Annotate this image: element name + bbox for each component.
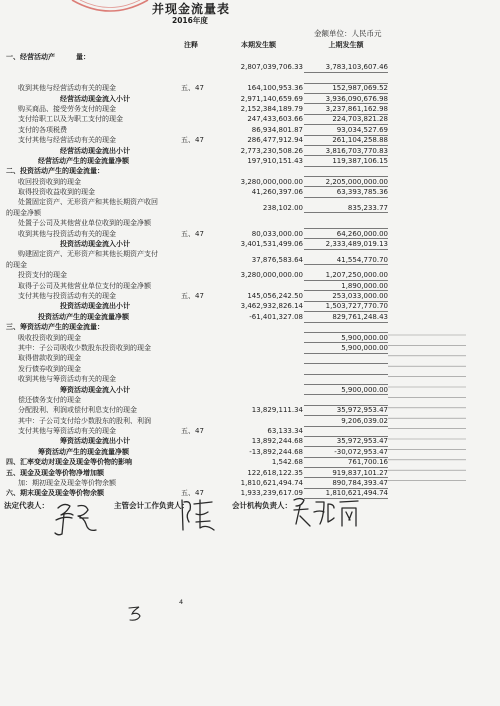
row-label: 吸收投资收到的现金 xyxy=(18,333,81,342)
row-prior-amount: 835,233.77 xyxy=(304,203,388,214)
row-label: 收回投资收到的现金 xyxy=(18,177,81,186)
row-label-continued: 的现金 xyxy=(6,260,27,269)
row-prior-amount: 5,900,000.00 xyxy=(304,343,388,354)
table-row xyxy=(0,52,470,62)
table-row xyxy=(0,114,470,124)
row-prior-amount xyxy=(304,426,388,437)
table-row xyxy=(0,301,470,311)
header-prior-period: 上期发生额 xyxy=(328,41,364,49)
row-label: 投资活动现金流出小计 xyxy=(60,302,130,311)
row-prior-amount xyxy=(304,322,388,333)
row-prior-amount xyxy=(304,364,388,375)
row-current-amount: 1,542.68 xyxy=(271,458,303,467)
row-current-amount: 1,933,239,617.09 xyxy=(240,489,303,498)
legal-representative-signature-icon xyxy=(50,496,100,540)
row-label-continued: 的现金净额 xyxy=(6,208,41,217)
table-row xyxy=(0,166,470,176)
row-label: 投资支付的现金 xyxy=(18,271,67,280)
row-current-amount: 286,477,912.94 xyxy=(247,136,303,145)
row-label: 筹资活动现金流入小计 xyxy=(60,385,130,394)
row-prior-amount: 1,207,250,000.00 xyxy=(304,270,388,281)
table-row xyxy=(0,187,470,197)
seal-stamp-icon xyxy=(70,0,150,16)
row-current-amount: 63,133.34 xyxy=(267,427,303,436)
table-row xyxy=(0,239,470,249)
row-current-amount: 3,462,932,826.14 xyxy=(240,302,303,311)
row-prior-amount: 63,393,785.36 xyxy=(304,187,388,198)
row-prior-amount: 3,936,090,676.98 xyxy=(304,94,388,105)
accounting-head-label: 会计机构负责人： xyxy=(232,501,292,510)
row-note: 五、47 xyxy=(181,229,204,238)
row-prior-amount: 35,972,953.47 xyxy=(304,405,388,416)
row-current-amount: 13,829,111.34 xyxy=(251,406,303,415)
row-prior-amount: 152,987,069.52 xyxy=(304,83,388,94)
row-current-amount: -13,892,244.68 xyxy=(249,447,303,456)
table-row xyxy=(0,270,470,280)
row-prior-amount: 3,237,861,162.98 xyxy=(304,104,388,115)
row-prior-amount: 119,387,106.15 xyxy=(304,156,388,167)
row-note: 五、47 xyxy=(181,136,204,145)
row-label: 其中：子公司支付给少数股东的股利、利润 xyxy=(18,416,151,425)
row-label: 处置子公司及其他营业单位收到的现金净额 xyxy=(18,219,151,228)
row-prior-amount: 224,703,821.28 xyxy=(304,114,388,125)
row-current-amount: 3,280,000,000.00 xyxy=(240,271,303,280)
row-prior-amount: 5,900,000.00 xyxy=(304,385,388,396)
row-note: 五、47 xyxy=(181,292,204,301)
table-row xyxy=(0,281,470,291)
row-label: 取得投资收益收到的现金 xyxy=(18,188,95,197)
row-label: 二、投资活动产生的现金流量： xyxy=(6,167,104,176)
currency-unit: 金额单位：人民币元 xyxy=(314,29,382,38)
row-prior-amount xyxy=(304,73,388,84)
row-prior-amount: 1,810,621,494.74 xyxy=(304,488,388,499)
table-row xyxy=(0,249,470,270)
row-current-amount: 13,892,244.68 xyxy=(251,437,303,446)
row-current-amount: 247,433,603.66 xyxy=(247,115,303,124)
row-prior-amount: -30,072,953.47 xyxy=(304,447,388,458)
row-label: 支付其他与投资活动有关的现金 xyxy=(18,292,116,301)
table-row xyxy=(0,135,470,145)
accounting-head-signature-icon xyxy=(290,494,362,534)
row-label: 六、期末现金及现金等价物余额 xyxy=(6,489,104,498)
table-row xyxy=(0,146,470,156)
table-row xyxy=(0,197,470,218)
row-current-amount: 41,260,397.06 xyxy=(251,188,303,197)
row-label: 发行债券收到的现金 xyxy=(18,364,81,373)
table-row xyxy=(0,62,470,72)
row-label: 收到其他与筹资活动有关的现金 xyxy=(18,375,116,384)
page-number: 4 xyxy=(179,598,184,606)
header-current-period: 本期发生额 xyxy=(241,41,276,49)
row-label: 经营活动现金流出小计 xyxy=(60,146,130,155)
row-label: 取得借款收到的现金 xyxy=(18,354,81,363)
row-label: 三、筹资活动产生的现金流量： xyxy=(6,323,104,332)
row-label: 支付其他与筹资活动有关的现金 xyxy=(18,427,116,436)
row-label: 支付给职工以及为职工支付的现金 xyxy=(18,115,123,124)
row-note: 五、47 xyxy=(181,427,204,436)
row-label: 收到其他与经营活动有关的现金 xyxy=(18,84,116,93)
row-current-amount: 80,033,000.00 xyxy=(251,229,303,238)
row-label: 支付的各项税费 xyxy=(18,125,67,134)
table-row xyxy=(0,177,470,187)
row-prior-amount: 35,972,953.47 xyxy=(304,436,388,447)
row-prior-amount: 41,554,770.70 xyxy=(304,255,388,266)
row-prior-amount: 2,333,489,019.13 xyxy=(304,239,388,250)
table-row xyxy=(0,73,470,83)
row-current-amount: 238,102.00 xyxy=(262,203,303,212)
row-prior-amount: 64,260,000.00 xyxy=(304,229,388,240)
chief-accountant-label: 主管会计工作负责人： xyxy=(114,501,189,510)
row-label: 投资活动产生的现金流量净额 xyxy=(38,312,129,321)
row-label: 五、现金及现金等价物净增加额 xyxy=(6,468,104,477)
table-row xyxy=(0,229,470,239)
row-current-amount: -61,401,327.08 xyxy=(249,312,303,321)
row-current-amount: 2,152,384,189.79 xyxy=(240,104,303,113)
row-label: 投资活动现金流入小计 xyxy=(60,240,130,249)
row-current-amount: 2,807,039,706.33 xyxy=(240,63,303,72)
table-row xyxy=(0,83,470,93)
row-current-amount: 197,910,151.43 xyxy=(247,156,303,165)
row-prior-amount: 253,033,000.00 xyxy=(304,291,388,302)
row-current-amount: 2,971,140,659.69 xyxy=(240,94,303,103)
row-label: 加：期初现金及现金等价物余额 xyxy=(18,479,116,488)
row-prior-amount: 1,890,000.00 xyxy=(304,281,388,292)
row-current-amount: 86,934,801.87 xyxy=(251,125,303,134)
row-prior-amount: 261,104,258.88 xyxy=(304,135,388,146)
row-label: 其中：子公司吸收少数股东投资收到的现金 xyxy=(18,343,151,352)
row-prior-amount: 761,700.16 xyxy=(304,457,388,468)
row-current-amount: 164,100,953.36 xyxy=(247,84,303,93)
row-current-amount: 2,773,230,508.26 xyxy=(240,146,303,155)
row-prior-amount: 3,783,103,607.46 xyxy=(304,62,388,73)
row-prior-amount xyxy=(304,52,388,62)
row-prior-amount: 93,034,527.69 xyxy=(304,125,388,136)
row-prior-amount xyxy=(304,166,388,177)
row-note: 五、47 xyxy=(181,489,204,498)
row-prior-amount: 829,761,248.43 xyxy=(304,312,388,323)
row-label: 经营活动产生的现金流量净额 xyxy=(38,156,129,165)
table-row xyxy=(0,94,470,104)
table-row xyxy=(0,218,470,228)
row-prior-amount: 5,900,000.00 xyxy=(304,333,388,344)
row-label: 四、汇率变动对现金及现金等价物的影响 xyxy=(6,458,132,467)
row-prior-amount: 9,206,039.02 xyxy=(304,416,388,427)
header-note: 注释 xyxy=(184,41,198,49)
row-label: 处置固定资产、无形资产和其他长期资产收回 xyxy=(18,198,158,207)
row-prior-amount xyxy=(304,353,388,364)
row-prior-amount xyxy=(304,374,388,385)
row-label: 取得子公司及其他营业单位支付的现金净额 xyxy=(18,281,151,290)
row-prior-amount: 890,784,393.47 xyxy=(304,478,388,489)
row-prior-amount: 1,503,727,770.70 xyxy=(304,301,388,312)
row-label: 购买商品、接受劳务支付的现金 xyxy=(18,104,116,113)
row-current-amount: 1,810,621,494.74 xyxy=(240,479,303,488)
row-label: 一、经营活动产 量： xyxy=(6,53,90,61)
row-current-amount: 3,401,531,499.06 xyxy=(240,240,303,249)
row-label: 经营活动现金流入小计 xyxy=(60,94,130,103)
row-label: 收到其他与投资活动有关的现金 xyxy=(18,229,116,238)
table-row xyxy=(0,312,470,322)
row-label: 分配股利、利润或偿付利息支付的现金 xyxy=(18,406,137,415)
table-header xyxy=(0,40,470,50)
row-label: 购建固定资产、无形资产和其他长期资产支付 xyxy=(18,250,158,259)
row-prior-amount xyxy=(304,395,388,406)
table-row xyxy=(0,156,470,166)
row-prior-amount: 919,837,101.27 xyxy=(304,468,388,479)
row-label: 筹资活动产生的现金流量净额 xyxy=(38,447,129,456)
handwritten-mark-icon xyxy=(126,604,144,622)
table-row xyxy=(0,125,470,135)
table-row xyxy=(0,291,470,301)
row-prior-amount xyxy=(304,218,388,229)
row-current-amount: 122,618,122.35 xyxy=(247,468,303,477)
row-current-amount: 3,280,000,000.00 xyxy=(240,177,303,186)
document-title: 并现金流量表 xyxy=(152,2,231,16)
table-row xyxy=(0,104,470,114)
row-note: 五、47 xyxy=(181,84,204,93)
chief-accountant-signature-icon xyxy=(178,496,220,536)
legal-representative-label: 法定代表人： xyxy=(4,501,49,510)
ruled-lines xyxy=(388,330,466,490)
row-current-amount: 145,056,242.50 xyxy=(247,292,303,301)
row-label: 支付其他与经营活动有关的现金 xyxy=(18,136,116,145)
row-label: 偿还债务支付的现金 xyxy=(18,395,81,404)
row-prior-amount: 3,816,703,770.83 xyxy=(304,146,388,157)
row-current-amount: 37,876,583.64 xyxy=(251,255,303,264)
row-label: 筹资活动现金流出小计 xyxy=(60,437,130,446)
row-prior-amount: 2,205,000,000.00 xyxy=(304,177,388,188)
document-period: 2016年度 xyxy=(172,16,208,25)
